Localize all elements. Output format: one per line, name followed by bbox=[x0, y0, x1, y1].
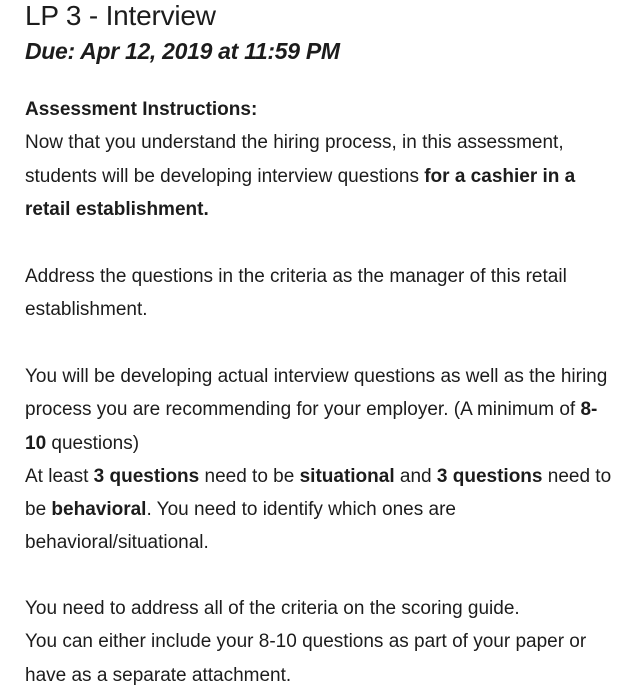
paragraph-text: need to be bbox=[25, 465, 612, 521]
paragraph-text: . You need to identify which ones are behavioral/situational. bbox=[25, 499, 456, 554]
paragraph-text: and bbox=[394, 465, 437, 487]
due-date: Due: Apr 12, 2019 at 11:59 PM bbox=[25, 38, 340, 64]
paragraph-text: At least bbox=[25, 465, 94, 487]
paragraph-bold-text: situational bbox=[299, 465, 395, 487]
paragraph-scoring: You need to address all of the criteria on the scoring guide. bbox=[25, 598, 520, 619]
instructions-paragraph-2 bbox=[25, 260, 615, 327]
paragraph-question-types bbox=[25, 460, 615, 560]
instructions-heading: Assessment Instructions: bbox=[25, 99, 258, 120]
paragraph-questions bbox=[25, 360, 615, 460]
instructions-paragraph-3 bbox=[25, 360, 615, 560]
paragraph-text: need to be bbox=[199, 465, 300, 487]
page-title: LP 3 - Interview bbox=[25, 0, 216, 31]
paragraph-text: questions) bbox=[46, 432, 140, 454]
paragraph-bold-text: behavioral bbox=[51, 499, 147, 521]
instructions-section bbox=[25, 93, 615, 226]
paragraph-text: Address the questions in the criteria as the manager of this retail establishment. bbox=[25, 266, 567, 321]
paragraph-bold-text: 3 questions bbox=[93, 465, 200, 487]
instructions-paragraph-1 bbox=[25, 126, 615, 226]
paragraph-attachment: You can either include your 8-10 questions as part of your paper or have as a separate attachment. bbox=[25, 631, 587, 686]
paragraph-text: You will be developing actual interview questions as well as the hiring process you are recommending for your employer. (A minimum of bbox=[25, 366, 608, 421]
paragraph-bold-text: 3 questions bbox=[436, 465, 543, 487]
paragraph-text: Now that you understand the hiring process, in this assessment, students will be developing interview questions bbox=[25, 132, 564, 187]
instructions-paragraph-4 bbox=[25, 592, 615, 692]
paragraph-bold-text: for a cashier in a retail establishment. bbox=[25, 165, 576, 220]
paragraph-bold-text: 8-10 bbox=[25, 399, 598, 454]
